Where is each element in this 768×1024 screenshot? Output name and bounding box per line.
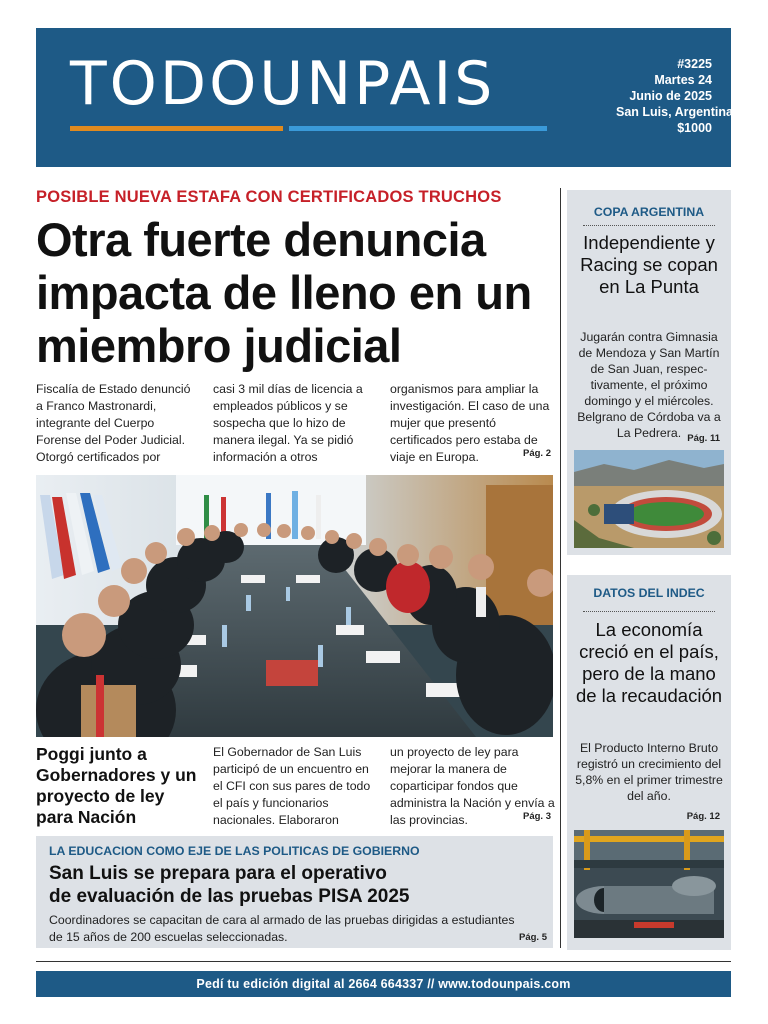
bottom-rule [36, 961, 731, 962]
masthead [36, 28, 737, 167]
education-headline-line-1: San Luis se prepara para el operativo [49, 863, 387, 884]
lead-headline[interactable]: Otra fuerte denuncia impacta de lleno en un miembro judicial [36, 213, 532, 372]
lead-kicker: POSIBLE NUEVA ESTAFA CON CERTIFICADOS TRUCHOS [36, 188, 502, 206]
education-page-ref: Pág. 5 [519, 932, 547, 943]
copa-argentina-box[interactable] [567, 190, 731, 555]
issue-price: $1000 [677, 121, 712, 135]
logo-underline-blue [289, 126, 547, 131]
governors-meeting-photo[interactable] [36, 475, 553, 737]
indec-body: El Producto Interno Bruto registró un crecimiento del 5,8% en el primer trimestre del año. [575, 741, 723, 803]
copa-kicker: COPA ARGENTINA [593, 205, 705, 219]
lead-text-column-1: Fiscalía de Estado denunció a Franco Mastronardi, integrante del Cuerpo Forense del Poder Judicial. Otorgó certificados por [36, 382, 191, 464]
poggi-text-column-2: un proyecto de ley para mejorar la manera de coparticipar fondos que administra la Nación y envía a las provincias. [390, 745, 555, 827]
column-divider [560, 188, 561, 948]
lead-page-ref: Pág. 2 [523, 448, 551, 459]
issue-info [616, 56, 737, 136]
stadium-aerial-photo [574, 450, 724, 548]
indec-dotted-rule [583, 611, 715, 612]
logo-underline-orange [70, 126, 283, 131]
copa-dotted-rule [583, 225, 715, 226]
issue-date-day: Martes 24 [654, 73, 712, 87]
education-body: Coordinadores se capacitan de cara al armado de las pruebas dirigidas a estudiantes de 15 años de 200 escuelas seleccionadas. [49, 913, 515, 944]
poggi-text-column-1: El Gobernador de San Luis participó de un encuentro en el CFI con sus pares de todo el país y funcionarios nacionales. Elaboraron [213, 745, 371, 827]
copa-body: Jugarán contra Gimnasia de Mendoza y San Martín de San Juan, respec-tivamente, el próximo domingo y el miércoles. Belgrano de Córdoba va a La Pedrera. [577, 330, 721, 440]
indec-kicker: DATOS DEL INDEC [593, 586, 705, 600]
issue-number: #3225 [677, 57, 712, 71]
education-headline [49, 862, 529, 908]
indec-box[interactable] [567, 575, 731, 950]
poggi-headline[interactable]: Poggi junto a Gobernadores y un proyecto de ley para Nación [36, 744, 197, 827]
copa-headline: Independiente y Racing se copan en La Punta [580, 232, 718, 297]
education-kicker: LA EDUCACION COMO EJE DE LAS POLITICAS DE GOBIERNO [49, 844, 420, 858]
issue-date-month: Junio de 2025 [629, 89, 712, 103]
lead-text-column-3: organismos para ampliar la investigación. El caso de una mujer que presentó certificados pero estaba de viaje en Europa. [390, 382, 550, 464]
industrial-pipes-photo [574, 830, 724, 938]
digital-edition-banner[interactable]: Pedí tu edición digital al 2664 664337 // www.todounpais.com [36, 971, 731, 997]
issue-location: San Luis, Argentina. [616, 105, 737, 119]
indec-headline: La economía creció en el país, pero de la mano de la recaudación [575, 619, 723, 706]
indec-page-ref: Pág. 12 [686, 811, 720, 822]
newspaper-logo[interactable]: TODOUNPAIS [70, 49, 496, 119]
education-headline-line-2: de evaluación de las pruebas PISA 2025 [49, 886, 410, 907]
poggi-page-ref: Pág. 3 [523, 811, 551, 822]
education-box[interactable] [36, 836, 553, 948]
lead-text-column-2: casi 3 mil días de licencia a empleados públicos y se sospecha que lo hizo de manera ilegal. Ya se pidió información a otros [213, 382, 363, 464]
copa-page-ref: Pág. 11 [687, 433, 720, 444]
